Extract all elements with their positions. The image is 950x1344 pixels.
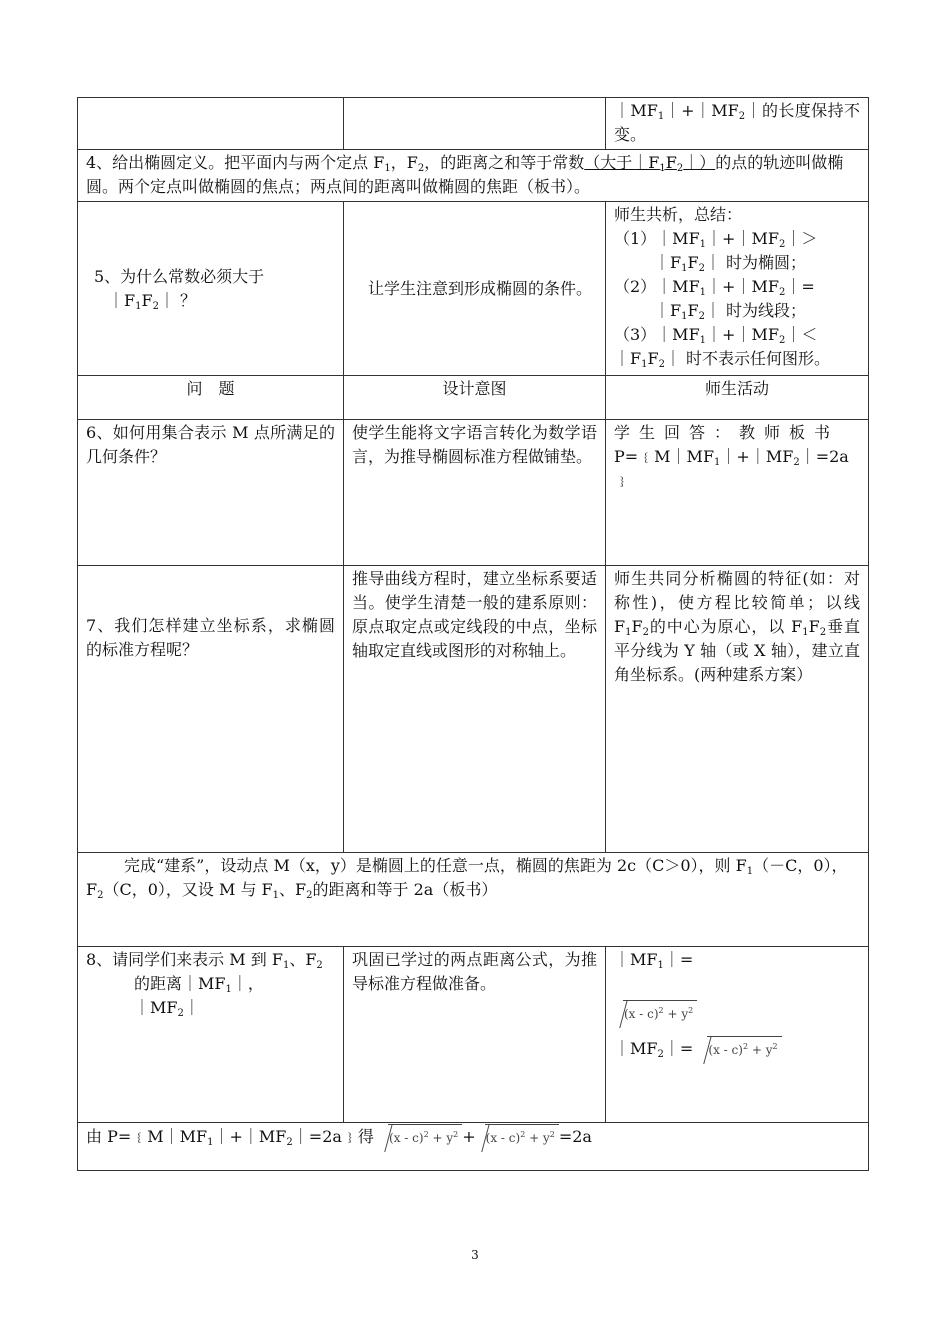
subscript: 2 [676, 163, 684, 174]
cell-equation [78, 1123, 869, 1171]
subscript: 1 [657, 960, 664, 971]
subscript: 1 [699, 335, 707, 346]
text: 、F [279, 880, 307, 899]
subscript: 2 [286, 1137, 293, 1148]
subscript: 1 [272, 890, 280, 901]
subscript: 1 [681, 311, 688, 322]
distance-formula-mf1 [614, 1000, 697, 1026]
text: ｜， [231, 974, 264, 993]
column-header-intent: 设计意图 [344, 376, 606, 420]
cell-empty [78, 98, 344, 150]
table-row [78, 853, 869, 947]
text: 让学生注意到形成椭圆的条件。 [368, 278, 593, 298]
column-header-question: 问 题 [78, 376, 344, 420]
cell-activity [606, 202, 869, 376]
text: ｜的长度保持不变。 [614, 101, 860, 144]
subscript: 2 [738, 111, 746, 122]
text: 7、我们怎样建立坐标系，求椭圆的标准方程呢？ [86, 616, 335, 659]
text: 6、如何用集合表示 M 点所满足的几何条件？ [86, 423, 335, 466]
text: ｜F [654, 301, 682, 320]
text: 5、为什么常数必须大于 [94, 266, 265, 286]
sqrt-term-2 [476, 1124, 559, 1150]
text: ｜＜ [785, 325, 818, 344]
distance-formula-mf2 [698, 1036, 781, 1062]
cell-activity [606, 98, 869, 150]
text: 的点的轨迹叫做椭圆。两个定点叫做椭圆的焦点；两点间的距离叫做椭圆的焦距（板书）。 [86, 153, 844, 196]
subscript: 2 [658, 359, 665, 370]
subscript: 1 [714, 457, 721, 468]
text: ｜+｜MF [213, 1127, 287, 1146]
subscript: 2 [793, 457, 800, 468]
cell-question [78, 420, 344, 566]
text: (x - c) [485, 1131, 521, 1145]
subscript: 1 [659, 163, 666, 174]
subscript: 2 [698, 311, 705, 322]
text: + y [428, 1131, 454, 1145]
text: 推导曲线方程时，建立坐标系要适当。使学生清楚一般的建系原则：原点取定点或定线段的中点，坐标轴取定直线或图形的对称轴上。 [352, 569, 597, 660]
text: 使学生能将文字语言转化为数学语言，为推导椭圆标准方程做铺垫。 [352, 423, 597, 466]
superscript: 2 [453, 1130, 459, 1139]
subscript: 2 [819, 627, 827, 638]
lesson-table [77, 97, 869, 1171]
text: F [687, 301, 699, 320]
text: ｜+｜MF [664, 101, 739, 120]
text: 4、给出椭圆定义。把平面内与两个定点 F [86, 153, 385, 172]
text: ｜MF [134, 998, 178, 1017]
table-row [78, 420, 869, 566]
text: (x - c) [389, 1131, 424, 1145]
text: （－C，0），F [86, 856, 848, 899]
cell-question [78, 202, 344, 376]
text: ｜= [663, 1039, 694, 1058]
cell-intent [344, 947, 606, 1123]
subscript: 1 [802, 627, 809, 638]
text: ｜= [663, 950, 694, 969]
subscript: 1 [746, 866, 754, 877]
subscript: 1 [135, 300, 142, 312]
subscript: 2 [778, 335, 786, 346]
text: + [462, 1127, 476, 1146]
subscript: 2 [778, 239, 786, 250]
text: ，的距离之和等于常数 [424, 153, 585, 172]
cell-question [78, 947, 344, 1123]
sqrt-term-1 [379, 1124, 462, 1150]
text: F [665, 153, 677, 172]
text: ｜F [654, 253, 682, 272]
text: ｜ 时为线段； [704, 301, 807, 320]
text: 学生回答：教师板书 [614, 423, 840, 442]
underlined-condition [584, 153, 715, 172]
subscript: 2 [642, 627, 649, 638]
superscript: 2 [658, 1006, 664, 1015]
text: F [631, 617, 643, 636]
text: + y [663, 1007, 689, 1021]
text: ｜=2a﹜得 [292, 1127, 374, 1146]
text: ｜ ？ [158, 290, 197, 310]
subscript: 1 [699, 239, 707, 250]
cell-definition [78, 150, 869, 202]
subscript: 1 [699, 287, 707, 298]
subscript: 2 [316, 960, 323, 971]
text: 完成“建系”，设动点 M（x，y）是椭圆上的任意一点，椭圆的焦距为 2c（C＞0），则 F [124, 856, 747, 875]
text: 垂直平分线为 Y 轴（或 X 轴），建立直角坐标系。(两种建系方案） [614, 617, 860, 684]
text: ｜+｜MF [706, 325, 779, 344]
subscript: 1 [681, 263, 688, 274]
cell-intent [344, 202, 606, 376]
text: F [647, 349, 659, 368]
cell-activity [606, 420, 869, 566]
subscript: 1 [384, 163, 391, 174]
text: 巩固已学过的两点距离公式，为推导标准方程做准备。 [352, 950, 597, 993]
cell-empty [344, 98, 606, 150]
superscript: 2 [423, 1130, 429, 1139]
text: （1）｜MF [614, 229, 700, 248]
text: F [687, 253, 699, 272]
text: 由 P=﹛M｜MF [86, 1127, 208, 1146]
cell-intent [344, 566, 606, 853]
subscript: 2 [698, 263, 705, 274]
cell-question [78, 566, 344, 853]
superscript: 2 [520, 1130, 526, 1139]
text: P=﹛M｜MF [614, 447, 715, 466]
text: ｜ [183, 998, 200, 1017]
subscript: 2 [778, 287, 786, 298]
subscript: 1 [657, 111, 665, 122]
superscript: 2 [772, 1042, 778, 1051]
text: 8、请同学们来表示 M 到 F [86, 950, 283, 969]
text: 师生共析，总结： [614, 205, 743, 224]
subscript: 2 [417, 163, 425, 174]
text: （2）｜MF [614, 277, 700, 296]
cell-activity [606, 566, 869, 853]
table-header-row [78, 376, 869, 420]
subscript: 2 [177, 1008, 184, 1019]
text: ｜+｜MF [720, 447, 794, 466]
text: ｜+｜MF [706, 229, 779, 248]
page-number: 3 [471, 1248, 479, 1262]
text: 、F [289, 950, 317, 969]
subscript: 2 [152, 300, 159, 312]
text: (x - c) [624, 1007, 659, 1021]
subscript: 1 [625, 627, 632, 638]
text: =2a [558, 1127, 592, 1146]
text: ，F [390, 153, 418, 172]
text: ｜=2a [799, 447, 849, 466]
table-row [78, 1123, 869, 1171]
text: ｜F [108, 290, 136, 310]
subscript: 1 [282, 960, 290, 971]
table-row [78, 150, 869, 202]
superscript: 2 [688, 1006, 694, 1015]
cell-setup [78, 853, 869, 947]
text: ｜ 时为椭圆； [704, 253, 807, 272]
text: + y [748, 1043, 773, 1057]
text: ｜MF [614, 950, 658, 969]
text: ｜＞ [785, 229, 818, 248]
table-row [78, 202, 869, 376]
text: ｜F [614, 349, 642, 368]
text: ｜= [785, 277, 815, 296]
column-header-activity: 师生活动 [606, 376, 869, 420]
cell-intent [344, 420, 606, 566]
table-row [78, 98, 869, 150]
subscript: 1 [225, 984, 232, 995]
subscript: 1 [207, 1137, 214, 1148]
text: + y [525, 1131, 550, 1145]
subscript: 2 [657, 1049, 664, 1060]
text: 的中心为原心，以 F [648, 617, 803, 636]
subscript: 2 [306, 890, 313, 901]
text: ｜MF [614, 1039, 658, 1058]
text: ｜） [683, 153, 716, 172]
text: ﹜ [614, 471, 631, 490]
text: ｜+｜MF [706, 277, 779, 296]
superscript: 2 [549, 1130, 555, 1139]
text: ｜ 时不表示任何图形。 [664, 349, 831, 368]
text: 师生共同分析椭圆的特征(如：对称性)，使方程比较简单；以线 F [614, 569, 860, 636]
text: （3）｜MF [614, 325, 700, 344]
subscript: 2 [97, 890, 104, 901]
cell-activity [606, 947, 869, 1123]
text: （C，0），又设 M 与 F [103, 880, 273, 899]
subscript: 1 [641, 359, 648, 370]
superscript: 2 [742, 1042, 749, 1051]
text: 的距离｜MF [134, 974, 226, 993]
text: 的距离和等于 2a（板书） [312, 880, 498, 899]
text: (x - c) [708, 1043, 743, 1057]
text: ｜MF [614, 101, 658, 120]
text: （大于｜F [584, 153, 660, 172]
text: F [808, 617, 820, 636]
text: F [141, 290, 153, 310]
table-row [78, 947, 869, 1123]
table-row [78, 566, 869, 853]
